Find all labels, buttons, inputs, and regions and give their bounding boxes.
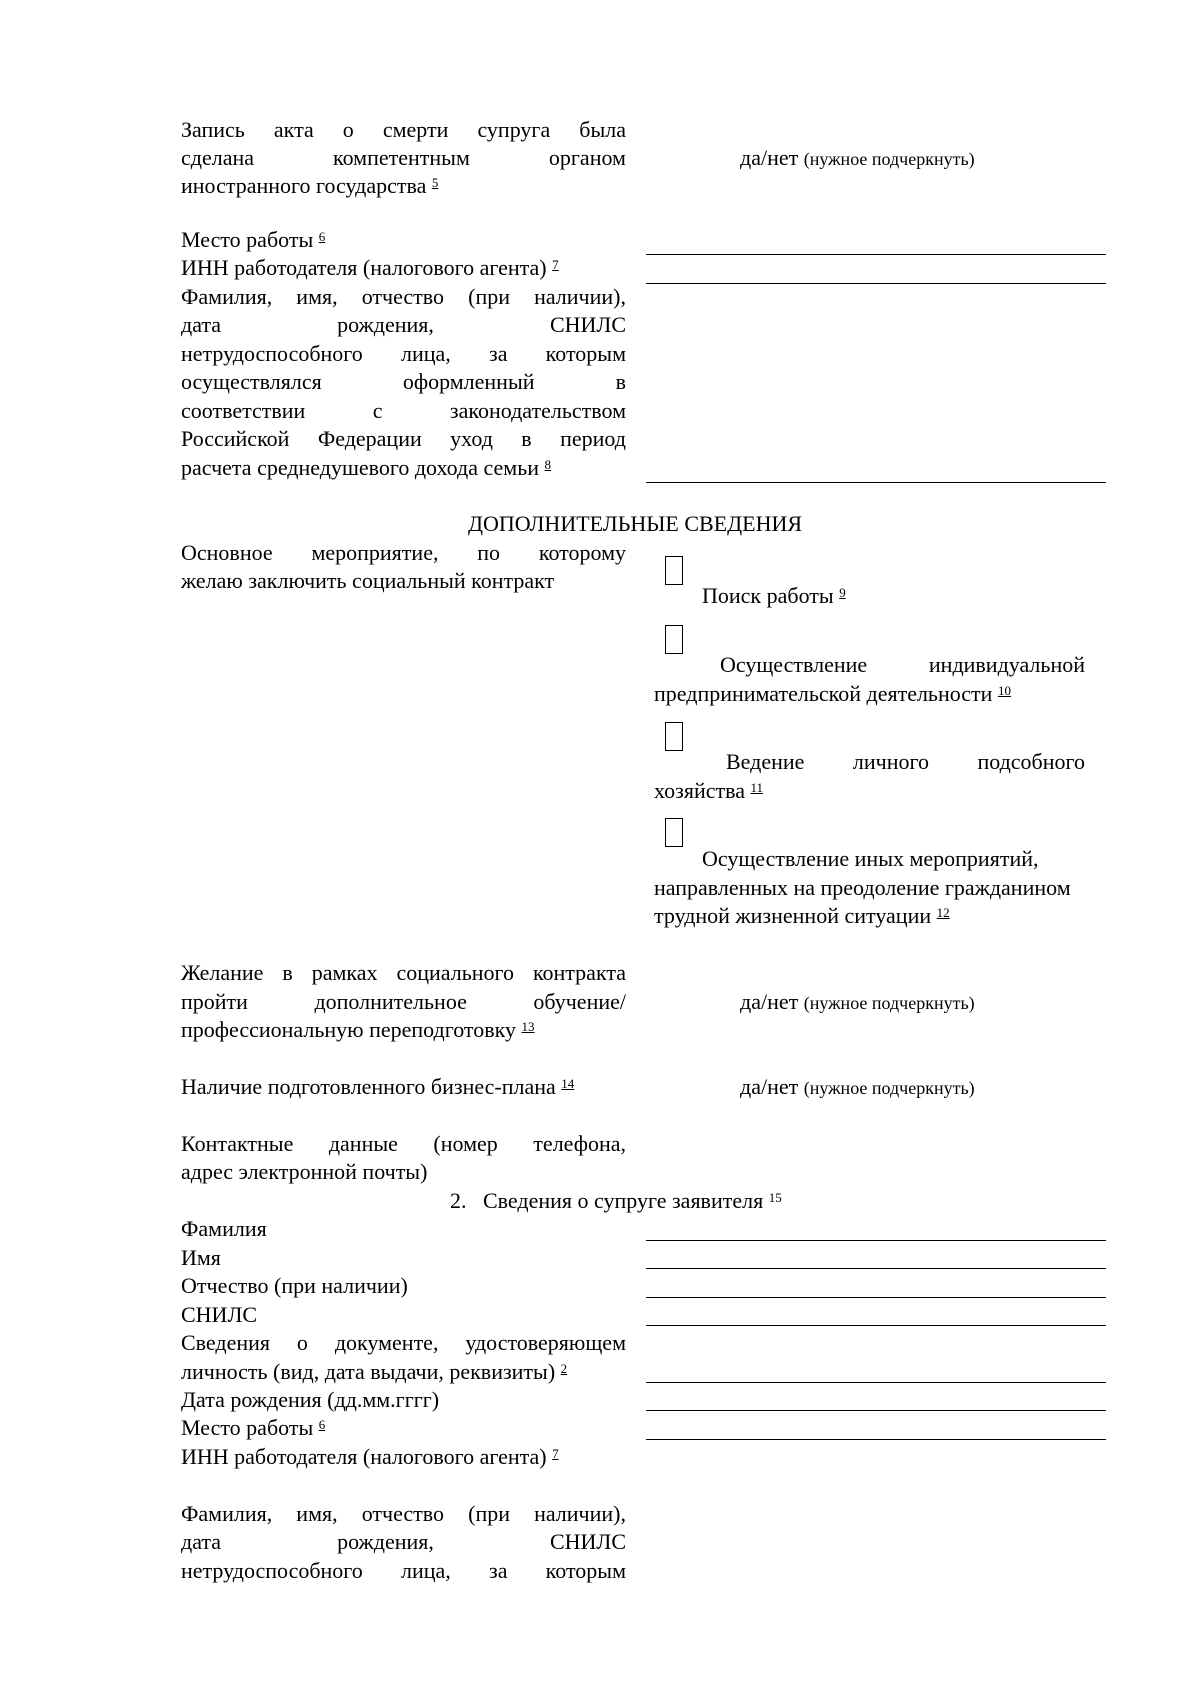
spouse-name-label: Имя [181, 1245, 221, 1270]
death-record-line-2: сделана компетентным органом [181, 145, 626, 170]
employer-inn-field[interactable] [646, 283, 1106, 284]
footnote-ref: 5 [431, 175, 439, 190]
spouse-dependent-line: дата рождения, СНИЛС [181, 1529, 626, 1554]
dependent-line: нетрудоспособного лица, за которым [181, 341, 626, 366]
spouse-employer-inn-label: ИНН работодателя (налогового агента) $^7$ [181, 1444, 559, 1469]
dependent-line: расчета среднедушевого дохода семьи $^8$ [181, 455, 552, 480]
spouse-birth-date-label: Дата рождения (дд.мм.гггг) [181, 1387, 440, 1412]
spouse-snils-label: СНИЛС [181, 1302, 258, 1327]
spouse-snils-field[interactable] [646, 1325, 1106, 1326]
option-household-checkbox[interactable] [665, 722, 683, 751]
spouse-id-doc-line: личность (вид, дата выдачи, реквизиты) $^2$ [181, 1359, 568, 1384]
spouse-workplace-field[interactable] [646, 1439, 1106, 1440]
contacts-line: Контактные данные (номер телефона, [181, 1131, 626, 1156]
spouse-section-heading: 2. Сведения о супруге заявителя $^{15}$ [450, 1188, 782, 1213]
dependent-line: соответствии с законодательством [181, 398, 626, 423]
option-entrepreneurship-checkbox[interactable] [665, 625, 683, 654]
death-record-line-3: иностранного государства $^5$ [181, 173, 439, 198]
employer-inn-label: ИНН работодателя (налогового агента) $^7$ [181, 255, 559, 280]
training-answer[interactable]: да/нет (нужное подчеркнуть) [740, 989, 975, 1014]
business-plan-answer[interactable]: да/нет (нужное подчеркнуть) [740, 1074, 975, 1099]
business-plan-label: Наличие подготовленного бизнес-плана $^{14}$ [181, 1074, 575, 1099]
option-other-measures-checkbox[interactable] [665, 818, 683, 847]
spouse-id-doc-line: Сведения о документе, удостоверяющем [181, 1330, 626, 1355]
workplace-label: Место работы $^6$ [181, 227, 326, 252]
main-measure-line: Основное мероприятие, по которому [181, 540, 626, 565]
option-entrepreneurship-label: Осуществление индивидуальной предпринимательской деятельности $^{10}$ [654, 652, 1085, 706]
option-household-label: Ведение личного подсобного хозяйства $^{11}$ [654, 749, 1085, 803]
workplace-field[interactable] [646, 254, 1106, 255]
additional-info-heading: ДОПОЛНИТЕЛЬНЫЕ СВЕДЕНИЯ [467, 511, 803, 536]
dependent-line: дата рождения, СНИЛС [181, 312, 626, 337]
spouse-dependent-line: Фамилия, имя, отчество (при наличии), [181, 1501, 626, 1526]
training-line: профессиональную переподготовку $^{13}$ [181, 1017, 535, 1042]
death-record-line-1: Запись акта о смерти супруга была [181, 117, 626, 142]
training-line: Желание в рамках социального контракта [181, 960, 626, 985]
training-line: пройти дополнительное обучение/ [181, 989, 626, 1014]
contacts-line: адрес электронной почты) [181, 1159, 428, 1184]
dependent-line: Фамилия, имя, отчество (при наличии), [181, 284, 626, 309]
option-job-search-label: Поиск работы $^9$ [702, 583, 846, 608]
spouse-surname-field[interactable] [646, 1240, 1106, 1241]
spouse-id-doc-field[interactable] [646, 1382, 1106, 1383]
option-other-measures-label: Осуществление иных мероприятий, направленных на преодоление гражданином трудной жизненной ситуации $^{12}$ [654, 846, 1071, 928]
dependent-line: Российской Федерации уход в период [181, 426, 626, 451]
dependent-care-field[interactable] [646, 482, 1106, 483]
spouse-birth-date-field[interactable] [646, 1410, 1106, 1411]
option-job-search-checkbox[interactable] [665, 556, 683, 585]
spouse-dependent-line: нетрудоспособного лица, за которым [181, 1558, 626, 1583]
spouse-patronymic-label: Отчество (при наличии) [181, 1273, 408, 1298]
death-record-answer[interactable]: да/нет (нужное подчеркнуть) [740, 145, 975, 170]
spouse-patronymic-field[interactable] [646, 1297, 1106, 1298]
spouse-name-field[interactable] [646, 1268, 1106, 1269]
main-measure-line: желаю заключить социальный контракт [181, 568, 555, 593]
spouse-workplace-label: Место работы $^6$ [181, 1415, 326, 1440]
dependent-line: осуществлялся оформленный в [181, 369, 626, 394]
spouse-surname-label: Фамилия [181, 1216, 267, 1241]
